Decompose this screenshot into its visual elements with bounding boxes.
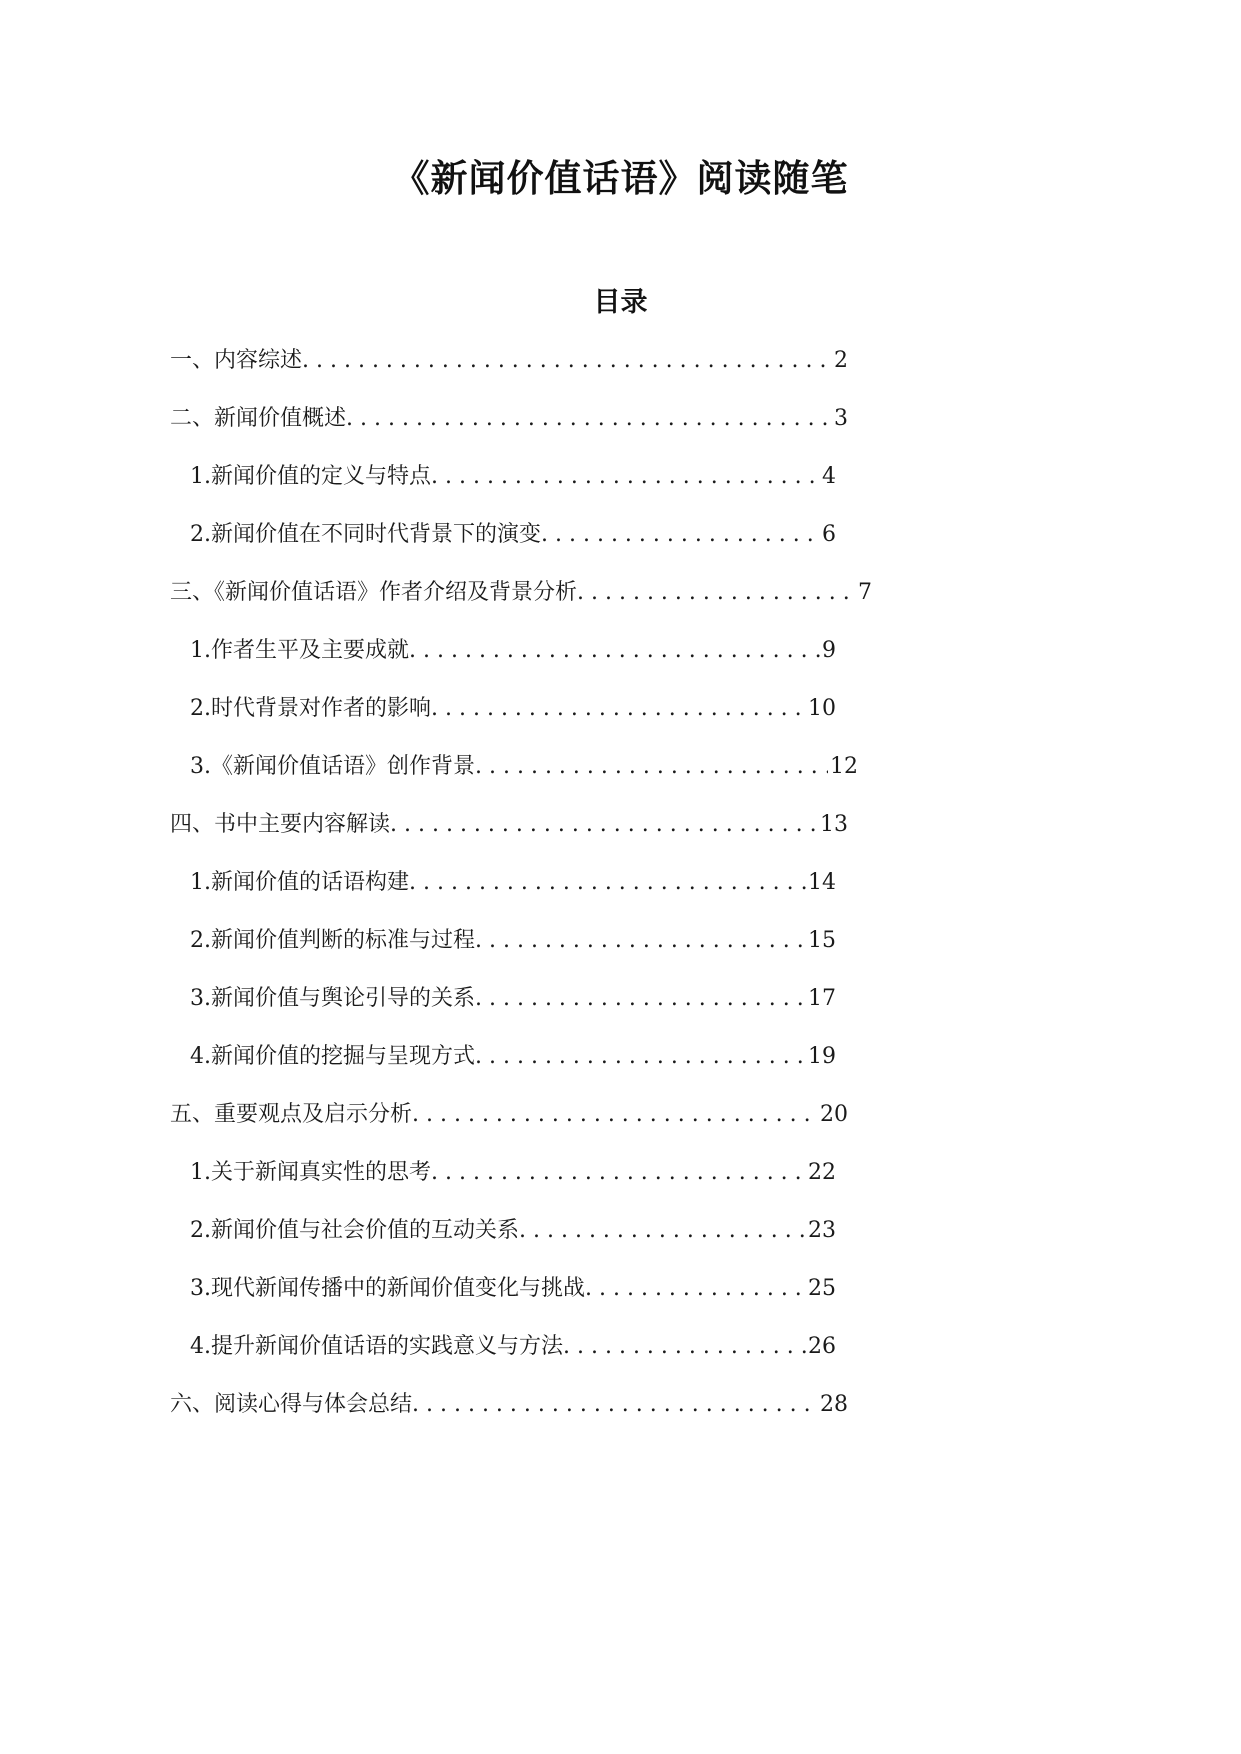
dot-leader bbox=[346, 404, 832, 434]
toc-entry-title: 新闻价值的定义与特点 bbox=[211, 464, 432, 489]
toc-entry-title: 新闻价值判断的标准与过程 bbox=[211, 928, 476, 953]
dot-leader bbox=[475, 1042, 806, 1072]
dot-leader bbox=[412, 1100, 818, 1130]
toc-entry-title: 新闻价值与舆论引导的关系 bbox=[211, 986, 476, 1011]
dot-leader bbox=[475, 926, 806, 956]
toc-entry-page-number: 3 bbox=[834, 406, 848, 431]
toc-entry-number: 1. bbox=[190, 638, 211, 663]
toc-entry[interactable] bbox=[190, 1332, 836, 1362]
toc-entry-title: 时代背景对作者的影响 bbox=[211, 696, 432, 721]
dot-leader bbox=[409, 636, 820, 666]
toc-heading: 目录 bbox=[593, 287, 648, 318]
dot-leader bbox=[431, 1158, 806, 1188]
dot-leader bbox=[475, 984, 806, 1014]
dot-leader bbox=[563, 1332, 806, 1362]
toc-entry-number: 4. bbox=[190, 1044, 211, 1069]
toc-entry[interactable] bbox=[170, 578, 872, 608]
dot-leader bbox=[431, 462, 820, 492]
toc-entry-number: 2. bbox=[190, 1218, 211, 1243]
dot-leader bbox=[431, 694, 806, 724]
toc-entry-page-number: 20 bbox=[820, 1102, 848, 1127]
toc-entry-page-number: 12 bbox=[830, 754, 858, 779]
dot-leader bbox=[519, 1216, 806, 1246]
toc-entry-number: 1. bbox=[190, 870, 211, 895]
toc-entry-number: 2. bbox=[190, 928, 211, 953]
toc-entry-page-number: 6 bbox=[822, 522, 836, 547]
toc-entry-number: 1. bbox=[190, 1160, 211, 1185]
toc-entry-title: 关于新闻真实性的思考 bbox=[211, 1160, 432, 1185]
toc-entry-title: 四、书中主要内容解读 bbox=[170, 812, 391, 837]
dot-leader bbox=[412, 1390, 818, 1420]
toc-entry-page-number: 2 bbox=[834, 348, 848, 373]
dot-leader bbox=[577, 578, 856, 608]
toc-entry-page-number: 22 bbox=[808, 1160, 836, 1185]
toc-entry-number: 3. bbox=[190, 1276, 211, 1301]
toc-entry[interactable] bbox=[190, 1274, 836, 1304]
toc-entry[interactable] bbox=[190, 462, 836, 492]
toc-entry-number: 3. bbox=[190, 986, 211, 1011]
dot-leader bbox=[541, 520, 820, 550]
toc-entry[interactable] bbox=[190, 694, 836, 724]
toc-entry[interactable] bbox=[190, 636, 836, 666]
toc-entry-page-number: 15 bbox=[808, 928, 836, 953]
toc-entry-number: 4. bbox=[190, 1334, 211, 1359]
toc-entry[interactable] bbox=[170, 810, 848, 840]
toc-entry-page-number: 28 bbox=[820, 1392, 848, 1417]
toc-entry-page-number: 23 bbox=[808, 1218, 836, 1243]
dot-leader bbox=[475, 752, 828, 782]
dot-leader bbox=[409, 868, 806, 898]
toc-entry[interactable] bbox=[170, 1100, 848, 1130]
toc-entry-title: 新闻价值的话语构建 bbox=[211, 870, 410, 895]
toc-entry-title: 新闻价值在不同时代背景下的演变 bbox=[211, 522, 542, 547]
toc-entry-page-number: 4 bbox=[822, 464, 836, 489]
toc-entry-title: 二、新闻价值概述 bbox=[170, 406, 347, 431]
toc-entry[interactable] bbox=[190, 1216, 836, 1246]
dot-leader bbox=[390, 810, 818, 840]
toc-entry[interactable] bbox=[190, 752, 858, 782]
toc-entry-title: 现代新闻传播中的新闻价值变化与挑战 bbox=[211, 1276, 586, 1301]
toc-entry-title: 新闻价值与社会价值的互动关系 bbox=[211, 1218, 520, 1243]
toc-entry-page-number: 10 bbox=[808, 696, 836, 721]
toc-entry[interactable] bbox=[190, 1042, 836, 1072]
toc-entry-title: 六、阅读心得与体会总结 bbox=[170, 1392, 413, 1417]
toc-entry-title: 提升新闻价值话语的实践意义与方法 bbox=[211, 1334, 564, 1359]
toc-entry-title: 新闻价值的挖掘与呈现方式 bbox=[211, 1044, 476, 1069]
toc-entry[interactable] bbox=[190, 984, 836, 1014]
toc-entry-page-number: 7 bbox=[858, 580, 872, 605]
toc-entry-page-number: 9 bbox=[822, 638, 836, 663]
toc-entry-page-number: 17 bbox=[808, 986, 836, 1011]
toc-entry-title: 三、《新闻价值话语》作者介绍及背景分析 bbox=[170, 580, 578, 605]
toc-entry-title: 一、内容综述 bbox=[170, 348, 303, 373]
toc-entry-page-number: 26 bbox=[808, 1334, 836, 1359]
toc-entry-number: 2. bbox=[190, 522, 211, 547]
document-title: 《新闻价值话语》阅读随笔 bbox=[392, 156, 849, 200]
toc-entry-title: 《新闻价值话语》创作背景 bbox=[211, 754, 476, 779]
toc-entry[interactable] bbox=[170, 1390, 848, 1420]
toc-entry[interactable] bbox=[190, 1158, 836, 1188]
toc-entry-title: 作者生平及主要成就 bbox=[211, 638, 410, 663]
toc-entry-number: 3. bbox=[190, 754, 211, 779]
dot-leader bbox=[585, 1274, 806, 1304]
toc-entry[interactable] bbox=[170, 346, 848, 376]
toc-entry[interactable] bbox=[190, 926, 836, 956]
toc-entry[interactable] bbox=[190, 520, 836, 550]
dot-leader bbox=[302, 346, 832, 376]
toc-entry-page-number: 13 bbox=[820, 812, 848, 837]
toc-entry[interactable] bbox=[170, 404, 848, 434]
toc-entry-page-number: 14 bbox=[808, 870, 836, 895]
toc-entry-number: 1. bbox=[190, 464, 211, 489]
toc-entry-page-number: 19 bbox=[808, 1044, 836, 1069]
toc-entry[interactable] bbox=[190, 868, 836, 898]
toc-entry-number: 2. bbox=[190, 696, 211, 721]
toc-entry-page-number: 25 bbox=[808, 1276, 836, 1301]
toc-entry-title: 五、重要观点及启示分析 bbox=[170, 1102, 413, 1127]
